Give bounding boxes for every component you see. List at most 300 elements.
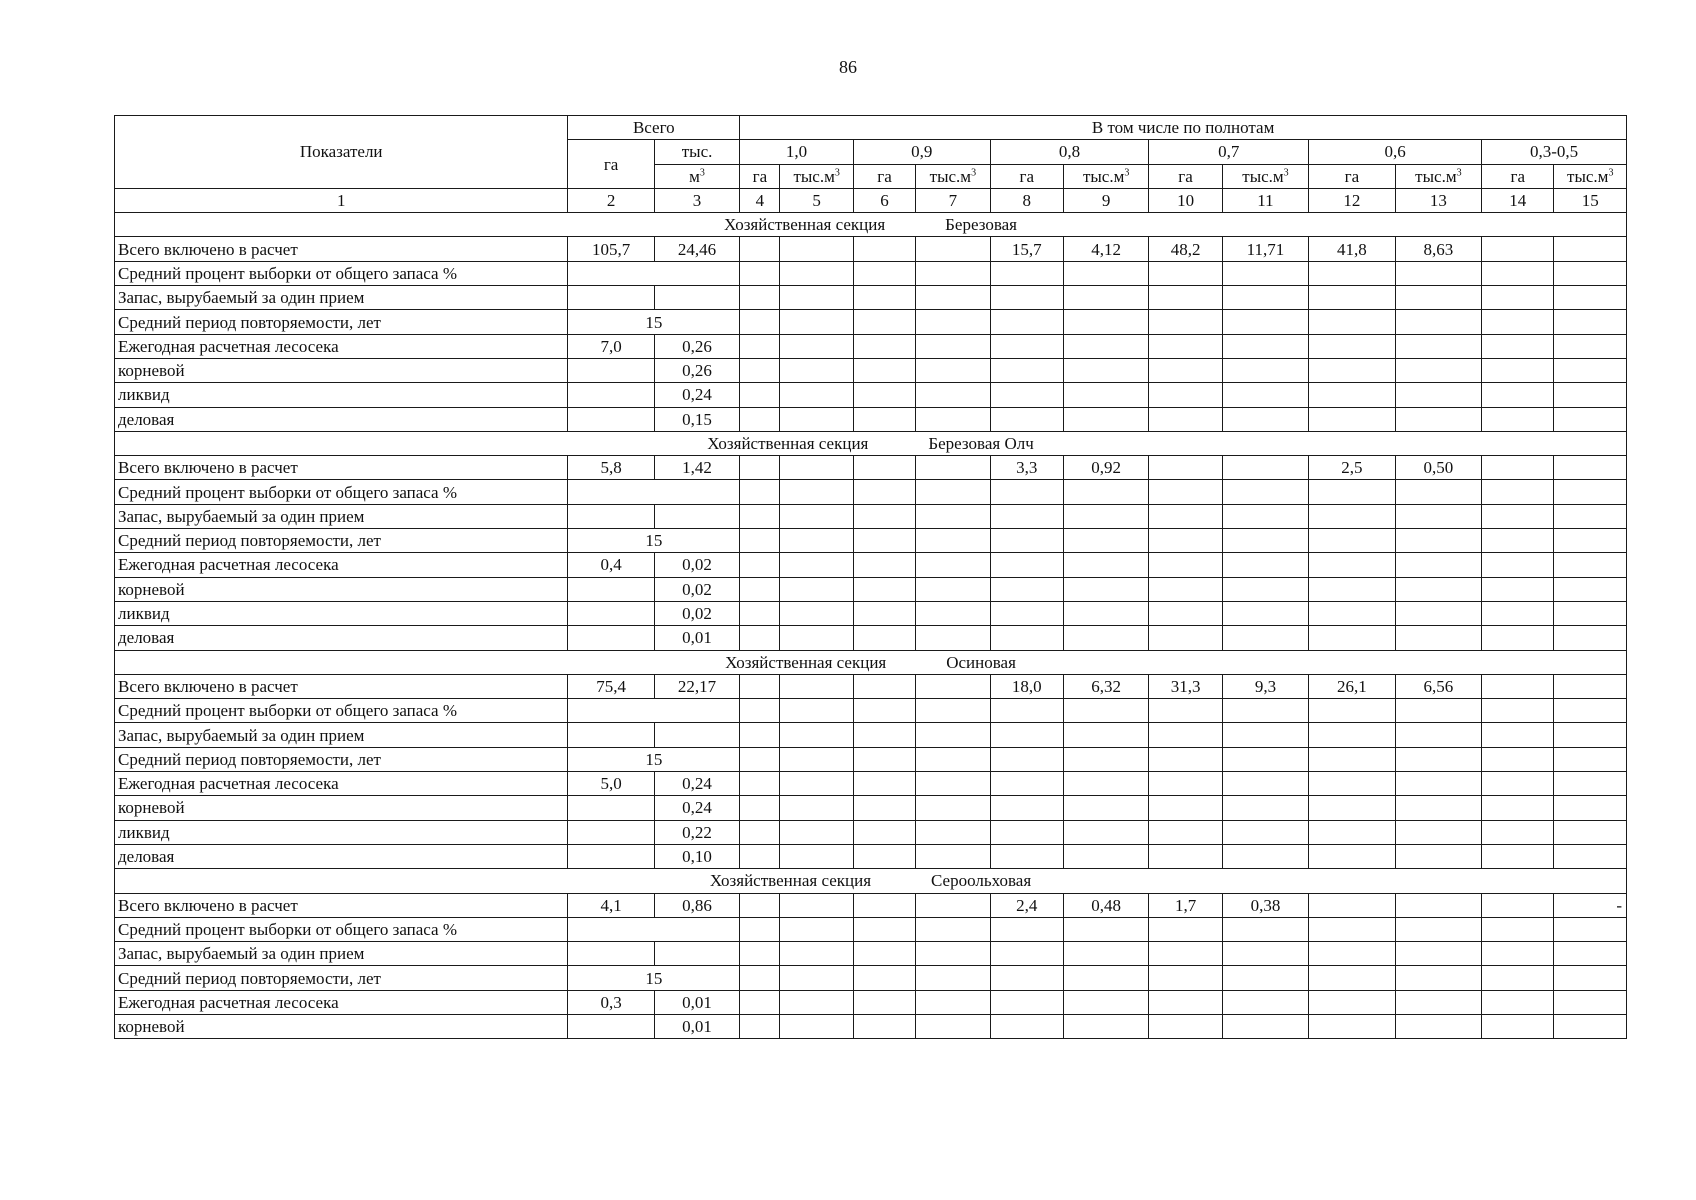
cell-value bbox=[740, 917, 780, 941]
cell-value bbox=[568, 723, 654, 747]
row-label: Средний период повторяемости, лет bbox=[115, 310, 568, 334]
cell-value: 5,0 bbox=[568, 772, 654, 796]
cell-value bbox=[1222, 383, 1308, 407]
cell-value: 6,32 bbox=[1063, 674, 1148, 698]
cell-value bbox=[990, 966, 1063, 990]
cell-value: 11,71 bbox=[1222, 237, 1308, 261]
unit-ha-header: га bbox=[1309, 164, 1395, 188]
row-label: Всего включено в расчет bbox=[115, 893, 568, 917]
cell-value bbox=[1063, 699, 1148, 723]
cell-value bbox=[1395, 504, 1481, 528]
section-name: Березовая bbox=[945, 215, 1017, 235]
cell-value bbox=[1554, 844, 1627, 868]
cell-value bbox=[1063, 796, 1148, 820]
cell-value bbox=[853, 796, 915, 820]
cell-value bbox=[1309, 577, 1395, 601]
density-header: 0,7 bbox=[1149, 140, 1309, 164]
cell-value bbox=[740, 674, 780, 698]
cell-value bbox=[568, 626, 654, 650]
cell-value bbox=[1482, 917, 1554, 941]
cell-value bbox=[1482, 407, 1554, 431]
cell-value: 0,01 bbox=[654, 990, 739, 1014]
cell-value bbox=[740, 358, 780, 382]
cell-value bbox=[990, 699, 1063, 723]
cell-value bbox=[1222, 966, 1308, 990]
cell-value bbox=[740, 480, 780, 504]
cell-value bbox=[1063, 310, 1148, 334]
cell-value bbox=[916, 772, 990, 796]
cell-value bbox=[916, 577, 990, 601]
cell-value bbox=[853, 990, 915, 1014]
cell-value bbox=[780, 529, 853, 553]
cell-value bbox=[1222, 286, 1308, 310]
cell-value bbox=[916, 407, 990, 431]
cell-value bbox=[1554, 553, 1627, 577]
cell-value bbox=[1482, 529, 1554, 553]
cell-value bbox=[1063, 383, 1148, 407]
row-avg-period bbox=[115, 310, 1627, 334]
cell-value bbox=[1482, 286, 1554, 310]
cell-value bbox=[853, 553, 915, 577]
cell-value: 0,24 bbox=[654, 383, 739, 407]
row-label: Ежегодная расчетная лесосека bbox=[115, 334, 568, 358]
cell-value bbox=[990, 844, 1063, 868]
cell-value bbox=[1554, 286, 1627, 310]
section-title-row bbox=[115, 650, 1627, 674]
cell-value: 9,3 bbox=[1222, 674, 1308, 698]
cell-value bbox=[1063, 1014, 1148, 1038]
cell-value bbox=[1222, 310, 1308, 334]
cell-value: 0,50 bbox=[1395, 456, 1481, 480]
row-business bbox=[115, 844, 1627, 868]
cell-value: 15 bbox=[568, 747, 740, 771]
cell-value bbox=[1482, 723, 1554, 747]
cell-value bbox=[1554, 310, 1627, 334]
cell-value bbox=[916, 504, 990, 528]
cell-value bbox=[1149, 723, 1222, 747]
cell-value bbox=[853, 334, 915, 358]
cell-value bbox=[1222, 553, 1308, 577]
row-stock-per-intake bbox=[115, 286, 1627, 310]
row-label: Ежегодная расчетная лесосека bbox=[115, 772, 568, 796]
cell-value bbox=[780, 480, 853, 504]
cell-value bbox=[1063, 844, 1148, 868]
cell-value bbox=[780, 310, 853, 334]
cell-value bbox=[990, 747, 1063, 771]
cell-value bbox=[568, 1014, 654, 1038]
cell-value bbox=[1554, 577, 1627, 601]
cell-value bbox=[1554, 990, 1627, 1014]
cell-value bbox=[853, 601, 915, 625]
section-title bbox=[115, 869, 1627, 893]
cell-value bbox=[1482, 261, 1554, 285]
cell-value bbox=[740, 1014, 780, 1038]
cell-value bbox=[990, 261, 1063, 285]
cell-value bbox=[1554, 504, 1627, 528]
cell-value bbox=[1309, 310, 1395, 334]
cell-value bbox=[990, 286, 1063, 310]
cell-value bbox=[568, 358, 654, 382]
cell-value bbox=[853, 844, 915, 868]
cell-value bbox=[1149, 1014, 1222, 1038]
column-number: 7 bbox=[916, 188, 990, 212]
cell-value bbox=[1149, 699, 1222, 723]
cell-value bbox=[853, 942, 915, 966]
cell-value bbox=[990, 772, 1063, 796]
cell-value bbox=[740, 990, 780, 1014]
row-root bbox=[115, 796, 1627, 820]
cell-value bbox=[568, 942, 654, 966]
cell-value bbox=[740, 577, 780, 601]
cell-value bbox=[740, 626, 780, 650]
column-number: 4 bbox=[740, 188, 780, 212]
cell-value bbox=[916, 310, 990, 334]
cell-value bbox=[1482, 699, 1554, 723]
cell-value: 0,02 bbox=[654, 553, 739, 577]
row-stock-per-intake bbox=[115, 942, 1627, 966]
cell-value bbox=[1554, 772, 1627, 796]
unit-thous-m3-header: $тыс.м^3$ bbox=[1063, 164, 1148, 188]
cell-value bbox=[853, 456, 915, 480]
cell-value bbox=[853, 407, 915, 431]
cell-value bbox=[1395, 942, 1481, 966]
cell-value bbox=[1554, 747, 1627, 771]
cell-value bbox=[1554, 796, 1627, 820]
row-liquid bbox=[115, 820, 1627, 844]
cell-value bbox=[654, 504, 739, 528]
cell-value bbox=[1309, 723, 1395, 747]
total-header: Всего bbox=[568, 116, 740, 140]
cell-value: 3,3 bbox=[990, 456, 1063, 480]
cell-value bbox=[1063, 358, 1148, 382]
cell-value bbox=[1222, 626, 1308, 650]
cell-value bbox=[568, 844, 654, 868]
cell-value bbox=[780, 553, 853, 577]
cell-value bbox=[1149, 480, 1222, 504]
cell-value bbox=[1063, 334, 1148, 358]
row-total-included bbox=[115, 893, 1627, 917]
cell-value bbox=[1222, 990, 1308, 1014]
cell-value bbox=[740, 601, 780, 625]
cell-value: 8,63 bbox=[1395, 237, 1481, 261]
cell-value: 0,02 bbox=[654, 601, 739, 625]
cell-value bbox=[780, 1014, 853, 1038]
density-header: 0,3-0,5 bbox=[1482, 140, 1627, 164]
row-annual-cut bbox=[115, 772, 1627, 796]
cell-value: 48,2 bbox=[1149, 237, 1222, 261]
cell-value bbox=[990, 553, 1063, 577]
cell-value bbox=[1222, 723, 1308, 747]
cell-value bbox=[990, 626, 1063, 650]
cell-value bbox=[1395, 286, 1481, 310]
cell-value bbox=[1063, 553, 1148, 577]
cell-value bbox=[1309, 383, 1395, 407]
row-label: Ежегодная расчетная лесосека bbox=[115, 553, 568, 577]
cell-value bbox=[1309, 917, 1395, 941]
total-ha-header: га bbox=[568, 140, 654, 189]
cell-value bbox=[1149, 456, 1222, 480]
cell-value: 26,1 bbox=[1309, 674, 1395, 698]
cell-value bbox=[853, 577, 915, 601]
cell-value bbox=[740, 237, 780, 261]
cell-value: 2,5 bbox=[1309, 456, 1395, 480]
cell-value bbox=[1063, 626, 1148, 650]
cell-value bbox=[780, 747, 853, 771]
cell-value bbox=[990, 504, 1063, 528]
cell-value bbox=[1554, 383, 1627, 407]
cell-value: 24,46 bbox=[654, 237, 739, 261]
section-title bbox=[115, 650, 1627, 674]
cell-value bbox=[1063, 772, 1148, 796]
row-label: Средний процент выборки от общего запаса % bbox=[115, 261, 568, 285]
cell-value bbox=[740, 723, 780, 747]
cell-value bbox=[1482, 358, 1554, 382]
cell-value: 0,24 bbox=[654, 796, 739, 820]
cell-value bbox=[1482, 237, 1554, 261]
cell-value bbox=[916, 966, 990, 990]
cell-value bbox=[1309, 261, 1395, 285]
cell-value bbox=[568, 261, 740, 285]
cell-value bbox=[1554, 334, 1627, 358]
cell-value bbox=[780, 334, 853, 358]
cell-value bbox=[1395, 334, 1481, 358]
cell-value bbox=[916, 480, 990, 504]
cell-value bbox=[1309, 942, 1395, 966]
cell-value bbox=[1482, 747, 1554, 771]
column-number: 12 bbox=[1309, 188, 1395, 212]
cell-value bbox=[916, 723, 990, 747]
section-name: Сероольховая bbox=[931, 871, 1032, 891]
density-header: 0,8 bbox=[990, 140, 1149, 164]
allowable-cut-table bbox=[114, 115, 1627, 1039]
cell-value bbox=[990, 310, 1063, 334]
cell-value bbox=[568, 504, 654, 528]
cell-value bbox=[568, 407, 654, 431]
unit-thous-m3-header: $тыс.м^3$ bbox=[1554, 164, 1627, 188]
column-number: 13 bbox=[1395, 188, 1481, 212]
cell-value bbox=[740, 504, 780, 528]
cell-value bbox=[1482, 772, 1554, 796]
cell-value bbox=[1482, 844, 1554, 868]
cell-value bbox=[1482, 990, 1554, 1014]
cell-value bbox=[990, 577, 1063, 601]
cell-value: 15,7 bbox=[990, 237, 1063, 261]
unit-ha-header: га bbox=[1149, 164, 1222, 188]
row-total-included bbox=[115, 456, 1627, 480]
cell-value bbox=[1482, 966, 1554, 990]
cell-value bbox=[1222, 334, 1308, 358]
row-label: Запас, вырубаемый за один прием bbox=[115, 286, 568, 310]
cell-value bbox=[780, 699, 853, 723]
row-annual-cut bbox=[115, 334, 1627, 358]
cell-value: 1,7 bbox=[1149, 893, 1222, 917]
cell-value bbox=[740, 966, 780, 990]
cell-value: 0,01 bbox=[654, 626, 739, 650]
cell-value bbox=[1482, 674, 1554, 698]
cell-value bbox=[916, 261, 990, 285]
row-total-included bbox=[115, 674, 1627, 698]
cell-value bbox=[990, 723, 1063, 747]
cell-value: 0,86 bbox=[654, 893, 739, 917]
cell-value bbox=[990, 917, 1063, 941]
cell-value bbox=[780, 796, 853, 820]
cell-value: 22,17 bbox=[654, 674, 739, 698]
row-label: Запас, вырубаемый за один прием bbox=[115, 942, 568, 966]
cell-value bbox=[740, 529, 780, 553]
cell-value bbox=[1395, 358, 1481, 382]
cell-value bbox=[740, 286, 780, 310]
cell-value bbox=[990, 601, 1063, 625]
cell-value bbox=[1395, 747, 1481, 771]
cell-value: 0,48 bbox=[1063, 893, 1148, 917]
cell-value bbox=[1309, 699, 1395, 723]
cell-value bbox=[568, 383, 654, 407]
cell-value bbox=[1395, 383, 1481, 407]
cell-value bbox=[1395, 310, 1481, 334]
cell-value bbox=[780, 261, 853, 285]
section-title bbox=[115, 431, 1627, 455]
cell-value bbox=[1222, 820, 1308, 844]
cell-value: 6,56 bbox=[1395, 674, 1481, 698]
cell-value bbox=[1482, 553, 1554, 577]
cell-value bbox=[916, 601, 990, 625]
cell-value bbox=[1063, 966, 1148, 990]
cell-value bbox=[1222, 942, 1308, 966]
cell-value: 0,26 bbox=[654, 334, 739, 358]
cell-value bbox=[1222, 480, 1308, 504]
unit-thous-m3-header: $тыс.м^3$ bbox=[780, 164, 853, 188]
cell-value bbox=[916, 844, 990, 868]
cell-value bbox=[1222, 796, 1308, 820]
total-thous-header: тыс. bbox=[654, 140, 739, 164]
cell-value: 0,01 bbox=[654, 1014, 739, 1038]
cell-value bbox=[1395, 820, 1481, 844]
cell-value bbox=[1482, 1014, 1554, 1038]
cell-value bbox=[1554, 820, 1627, 844]
section-label: Хозяйственная секция bbox=[707, 434, 869, 453]
cell-value bbox=[916, 796, 990, 820]
row-avg-period bbox=[115, 747, 1627, 771]
cell-value bbox=[1309, 601, 1395, 625]
row-stock-per-intake bbox=[115, 504, 1627, 528]
cell-value bbox=[853, 772, 915, 796]
cell-value: 0,3 bbox=[568, 990, 654, 1014]
section-title bbox=[115, 213, 1627, 237]
cell-value bbox=[1309, 334, 1395, 358]
row-total-included bbox=[115, 237, 1627, 261]
section-name: Осиновая bbox=[946, 652, 1016, 672]
cell-value bbox=[1309, 772, 1395, 796]
cell-value bbox=[990, 383, 1063, 407]
cell-value bbox=[853, 261, 915, 285]
cell-value bbox=[1395, 480, 1481, 504]
cell-value: 15 bbox=[568, 529, 740, 553]
cell-value bbox=[1149, 796, 1222, 820]
cell-value bbox=[1482, 942, 1554, 966]
density-header: 1,0 bbox=[740, 140, 854, 164]
cell-value bbox=[1149, 504, 1222, 528]
cell-value bbox=[990, 820, 1063, 844]
cell-value bbox=[780, 358, 853, 382]
column-number: 3 bbox=[654, 188, 739, 212]
cell-value bbox=[780, 626, 853, 650]
cell-value bbox=[1395, 844, 1481, 868]
cell-value: 7,0 bbox=[568, 334, 654, 358]
row-label: корневой bbox=[115, 358, 568, 382]
cell-value bbox=[740, 383, 780, 407]
unit-thous-m3-header: $тыс.м^3$ bbox=[1395, 164, 1481, 188]
cell-value bbox=[1554, 626, 1627, 650]
row-label: Запас, вырубаемый за один прием bbox=[115, 504, 568, 528]
cell-value: 0,02 bbox=[654, 577, 739, 601]
cell-value bbox=[780, 942, 853, 966]
column-number-row bbox=[115, 188, 1627, 212]
column-number: 1 bbox=[115, 188, 568, 212]
cell-value bbox=[1149, 990, 1222, 1014]
cell-value bbox=[1149, 844, 1222, 868]
section-label: Хозяйственная секция bbox=[723, 215, 886, 235]
cell-value bbox=[990, 358, 1063, 382]
cell-value bbox=[1149, 407, 1222, 431]
row-business bbox=[115, 626, 1627, 650]
row-annual-cut bbox=[115, 990, 1627, 1014]
cell-value bbox=[568, 601, 654, 625]
cell-value: 0,38 bbox=[1222, 893, 1308, 917]
cell-value bbox=[1222, 577, 1308, 601]
column-number: 5 bbox=[780, 188, 853, 212]
cell-value bbox=[1309, 626, 1395, 650]
cell-value bbox=[1309, 820, 1395, 844]
cell-value bbox=[740, 747, 780, 771]
cell-value bbox=[853, 358, 915, 382]
cell-value bbox=[916, 674, 990, 698]
cell-value bbox=[1149, 383, 1222, 407]
density-header: 0,6 bbox=[1309, 140, 1482, 164]
cell-value bbox=[1222, 844, 1308, 868]
cell-value bbox=[1395, 261, 1481, 285]
cell-value bbox=[740, 820, 780, 844]
cell-value bbox=[780, 820, 853, 844]
cell-value bbox=[916, 237, 990, 261]
row-avg-period bbox=[115, 966, 1627, 990]
unit-thous-m3-header: $тыс.м^3$ bbox=[1222, 164, 1308, 188]
cell-value bbox=[740, 334, 780, 358]
cell-value bbox=[740, 456, 780, 480]
row-label: деловая bbox=[115, 407, 568, 431]
cell-value bbox=[853, 699, 915, 723]
cell-value bbox=[1063, 917, 1148, 941]
cell-value bbox=[740, 796, 780, 820]
row-label: ликвид bbox=[115, 601, 568, 625]
cell-value bbox=[1149, 820, 1222, 844]
unit-ha-header: га bbox=[853, 164, 915, 188]
column-number: 9 bbox=[1063, 188, 1148, 212]
cell-value bbox=[916, 626, 990, 650]
cell-value bbox=[853, 504, 915, 528]
column-number: 6 bbox=[853, 188, 915, 212]
cell-value bbox=[1482, 334, 1554, 358]
unit-ha-header: га bbox=[1482, 164, 1554, 188]
by-density-header: В том числе по полнотам bbox=[740, 116, 1627, 140]
row-label: Запас, вырубаемый за один прием bbox=[115, 723, 568, 747]
cell-value bbox=[568, 286, 654, 310]
cell-value bbox=[853, 820, 915, 844]
cell-value bbox=[1063, 261, 1148, 285]
unit-ha-header: га bbox=[990, 164, 1063, 188]
cell-value bbox=[780, 844, 853, 868]
cell-value bbox=[1482, 796, 1554, 820]
cell-value: 0,10 bbox=[654, 844, 739, 868]
